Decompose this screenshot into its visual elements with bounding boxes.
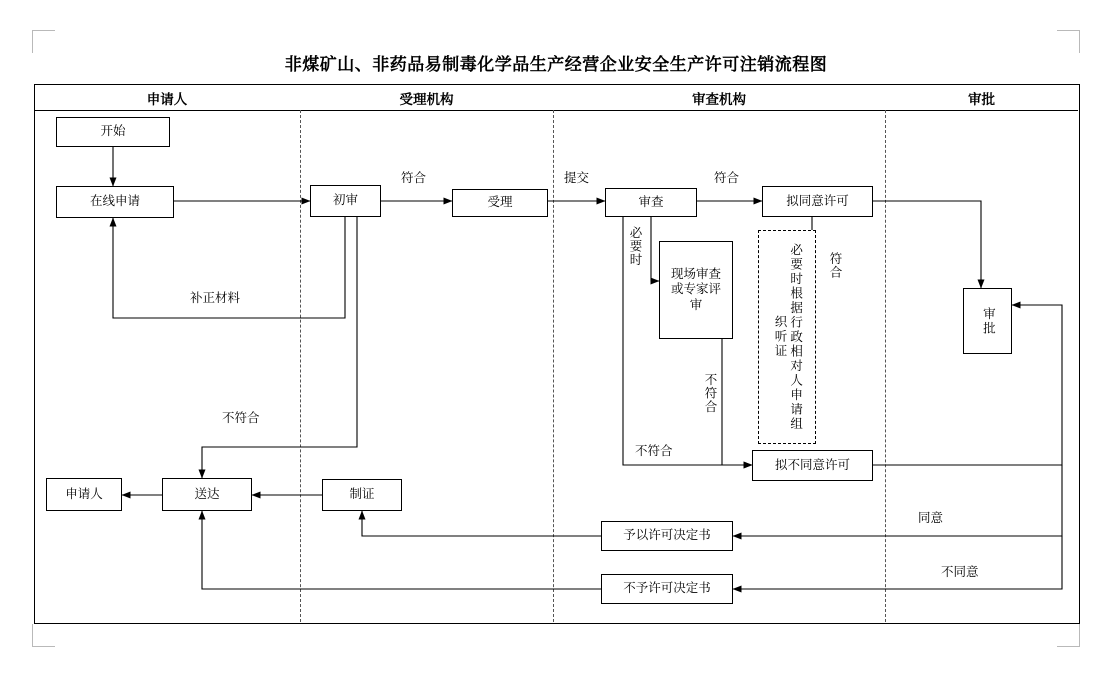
edge-label-conform-first-review: 符合 — [401, 171, 427, 185]
node-online-apply-label: 在线申请 — [89, 194, 140, 209]
edge-label-not-conform-review: 不符合 — [635, 444, 673, 458]
lane-divider-2 — [553, 110, 554, 622]
edge-label-agree: 同意 — [918, 511, 944, 525]
column-header-approval-label: 审批 — [968, 92, 995, 107]
page-corner-mark-bottom-right — [1057, 624, 1080, 647]
edge-label-submit: 提交 — [564, 171, 590, 185]
node-approve-label: 审批 — [981, 306, 996, 336]
node-agree-permit-label: 拟同意许可 — [786, 193, 849, 208]
node-grant-decision-label: 予以许可决定书 — [623, 528, 711, 543]
column-header-review-label: 审查机构 — [692, 92, 746, 107]
node-approve[interactable] — [963, 288, 1012, 354]
column-header-acceptance-label: 受理机构 — [399, 92, 454, 107]
node-accept-label: 受理 — [487, 195, 513, 210]
lane-divider-1 — [300, 110, 301, 622]
edge-label-when-needed: 必要时 — [628, 226, 642, 267]
diagram-frame — [34, 84, 1080, 624]
page-corner-mark-bottom-left — [32, 624, 55, 647]
node-hearing[interactable] — [758, 230, 816, 444]
node-first-review[interactable] — [310, 185, 381, 217]
node-grant-decision[interactable] — [601, 521, 733, 551]
node-examine[interactable] — [605, 188, 697, 217]
node-disagree-permit[interactable] — [752, 450, 873, 481]
node-start[interactable] — [56, 117, 170, 147]
node-applicant-label: 申请人 — [65, 486, 103, 501]
page-title: 非煤矿山、非药品易制毒化学品生产经营企业安全生产许可注销流程图 — [284, 55, 828, 74]
node-applicant[interactable] — [46, 478, 122, 511]
column-header-acceptance — [300, 88, 553, 108]
node-agree-permit[interactable] — [762, 186, 873, 217]
node-hearing-label: 必要时根据行政相对人申请组织听证 — [773, 242, 803, 432]
edge-label-conform-examine: 符合 — [714, 171, 740, 185]
node-onsite-review-label: 现场审查或专家评审 — [670, 266, 721, 312]
node-disagree-permit-label: 拟不同意许可 — [774, 457, 850, 472]
edge-label-supplement: 补正材料 — [190, 291, 241, 305]
node-deliver-label: 送达 — [194, 486, 220, 501]
node-examine-label: 审查 — [638, 194, 664, 209]
edge-label-not-conform-applicant: 不符合 — [222, 411, 260, 425]
column-header-review — [553, 88, 885, 108]
column-header-applicant-label: 申请人 — [146, 92, 188, 107]
node-deliver[interactable] — [162, 478, 252, 511]
node-accept[interactable] — [452, 189, 548, 217]
column-header-approval — [885, 88, 1078, 108]
node-first-review-label: 初审 — [332, 193, 358, 208]
node-onsite-review[interactable] — [659, 241, 733, 339]
lane-divider-3 — [885, 110, 886, 622]
edge-label-disagree: 不同意 — [941, 565, 979, 579]
node-online-apply[interactable] — [56, 186, 174, 218]
edge-label-conform-vertical: 符合 — [828, 252, 842, 279]
node-make-cert-label: 制证 — [349, 487, 375, 502]
node-deny-decision-label: 不予许可决定书 — [623, 581, 711, 596]
node-start-label: 开始 — [100, 124, 126, 139]
node-make-cert[interactable] — [322, 479, 402, 511]
edge-label-not-conform-vertical: 不符合 — [703, 373, 717, 414]
header-divider — [34, 110, 1078, 111]
column-header-applicant — [34, 88, 300, 108]
node-deny-decision[interactable] — [601, 574, 733, 604]
